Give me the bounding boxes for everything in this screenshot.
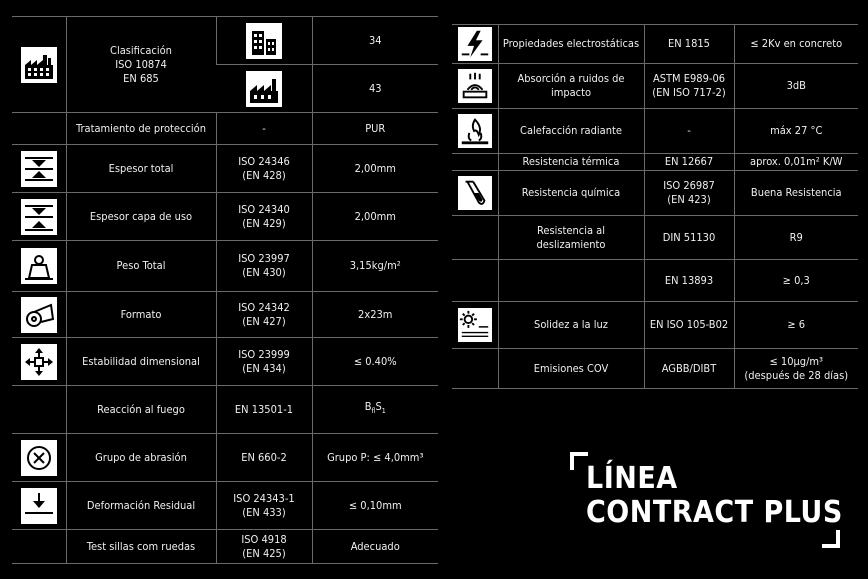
row-value: Grupo P: ≤ 4,0mm³ [312,434,438,482]
table-row [452,109,858,154]
table-row [12,434,438,482]
abrasion-icon [21,440,57,476]
industrial-factory-icon [246,71,282,107]
row-label: Absorción a ruidos de impacto [498,64,644,109]
left-spec-table [12,16,438,564]
icon-cell [452,109,498,154]
row-value: 2,00mm [312,193,438,241]
row-standard: - [216,113,312,145]
icon-cell [12,241,66,292]
row-standard: ISO 23999 (EN 434) [216,338,312,386]
row-label: Tratamiento de protección [66,113,216,145]
row-standard: AGBB/DIBT [644,349,734,389]
row-value: ≥ 0,3 [734,260,858,302]
table-row [12,17,438,65]
row-standard: EN 13893 [644,260,734,302]
row-label: Propiedades electrostáticas [498,25,644,64]
table-row [452,171,858,216]
empty-icon-cell [452,349,498,389]
row-label: Resistencia química [498,171,644,216]
row-standard: ISO 26987 (EN 423) [644,171,734,216]
row-value: PUR [312,113,438,145]
row-standard: EN 660-2 [216,434,312,482]
row-standard: ISO 4918 (EN 425) [216,530,312,564]
empty-icon-cell [452,260,498,302]
row-value: ≤ 0,10mm [312,482,438,530]
brand-line-1: LÍNEA [586,461,678,496]
class-34-icon-cell [216,17,312,65]
row-label: Resistencia térmica [498,154,644,171]
empty-icon-cell [12,113,66,145]
table-row [12,241,438,292]
row-label: Test sillas com ruedas [66,530,216,564]
weight-icon [21,248,57,284]
office-building-icon [246,23,282,59]
row-value: R9 [734,216,858,260]
table-row [452,154,858,171]
table-row [452,25,858,64]
row-value: Adecuado [312,530,438,564]
row-label: Espesor total [66,145,216,193]
table-row [452,64,858,109]
roll-format-icon [21,297,57,333]
radiant-heating-icon [458,114,492,148]
total-thickness-icon [21,151,57,187]
classification-label: Clasificación ISO 10874 EN 685 [66,17,216,113]
row-label: Solidez a la luz [498,302,644,349]
table-row [452,302,858,349]
residual-indentation-icon [21,488,57,524]
class-34-value: 34 [312,17,438,65]
icon-cell [12,338,66,386]
dimensional-stability-icon [21,344,57,380]
row-standard: EN 1815 [644,25,734,64]
row-standard: - [644,109,734,154]
row-value: ≤ 2Kv en concreto [734,25,858,64]
row-value: ≤ 10µg/m³ (después de 28 días) [734,349,858,389]
row-value: aprox. 0,01m² K/W [734,154,858,171]
row-label: Formato [66,292,216,338]
table-row [12,482,438,530]
right-spec-table [452,24,858,389]
table-row [452,349,858,389]
row-standard: DIN 51130 [644,216,734,260]
chemical-resistance-icon [458,176,492,210]
row-label: Emisiones COV [498,349,644,389]
table-row [452,216,858,260]
row-label: Estabilidad dimensional [66,338,216,386]
row-value: 2,00mm [312,145,438,193]
table-row [12,386,438,434]
antistatic-icon [458,27,492,61]
class-43-icon-cell [216,65,312,113]
row-standard: ISO 24346 (EN 428) [216,145,312,193]
icon-cell [12,482,66,530]
row-label: Deformación Residual [66,482,216,530]
table-row [12,338,438,386]
table-row [12,145,438,193]
row-label: Reacción al fuego [66,386,216,434]
row-value: 2x23m [312,292,438,338]
row-value: máx 27 °C [734,109,858,154]
row-value: Buena Resistencia [734,171,858,216]
row-label: Espesor capa de uso [66,193,216,241]
fire-class-value: $B_{fl}S_1$ [312,386,438,434]
row-value: ≤ 0.40% [312,338,438,386]
row-standard: ISO 24340 (EN 429) [216,193,312,241]
table-row [452,260,858,302]
row-value: 3,15kg/m² [312,241,438,292]
icon-cell [12,292,66,338]
icon-cell [452,25,498,64]
row-standard: ISO 24343-1 (EN 433) [216,482,312,530]
brand-line-2: CONTRACT PLUS [586,495,843,530]
row-label: Grupo de abrasión [66,434,216,482]
icon-cell [12,145,66,193]
row-standard: ISO 23997 (EN 430) [216,241,312,292]
row-value: 3dB [734,64,858,109]
icon-cell [12,434,66,482]
empty-icon-cell [12,386,66,434]
row-standard: EN 13501-1 [216,386,312,434]
empty-icon-cell [452,216,498,260]
row-standard: ASTM E989-06 (EN ISO 717-2) [644,64,734,109]
row-standard: EN 12667 [644,154,734,171]
icon-cell [12,193,66,241]
empty-icon-cell [452,154,498,171]
classification-icon-cell [12,17,66,113]
row-label: Calefacción radiante [498,109,644,154]
row-standard: EN ISO 105-B02 [644,302,734,349]
brand-title [586,462,843,530]
wear-layer-icon [21,199,57,235]
row-standard: ISO 24342 (EN 427) [216,292,312,338]
acoustic-icon [458,69,492,103]
icon-cell [452,64,498,109]
table-row [12,292,438,338]
row-value: ≥ 6 [734,302,858,349]
row-label: Peso Total [66,241,216,292]
icon-cell [452,302,498,349]
table-row [12,113,438,145]
factory-building-icon [21,47,57,83]
row-label: Resistencia al deslizamiento [498,216,644,260]
light-fastness-icon [458,308,492,342]
brand-corner-bottom-right [822,530,840,548]
row-label [498,260,644,302]
empty-icon-cell [12,530,66,564]
table-row [12,530,438,564]
table-row [12,193,438,241]
icon-cell [452,171,498,216]
class-43-value: 43 [312,65,438,113]
